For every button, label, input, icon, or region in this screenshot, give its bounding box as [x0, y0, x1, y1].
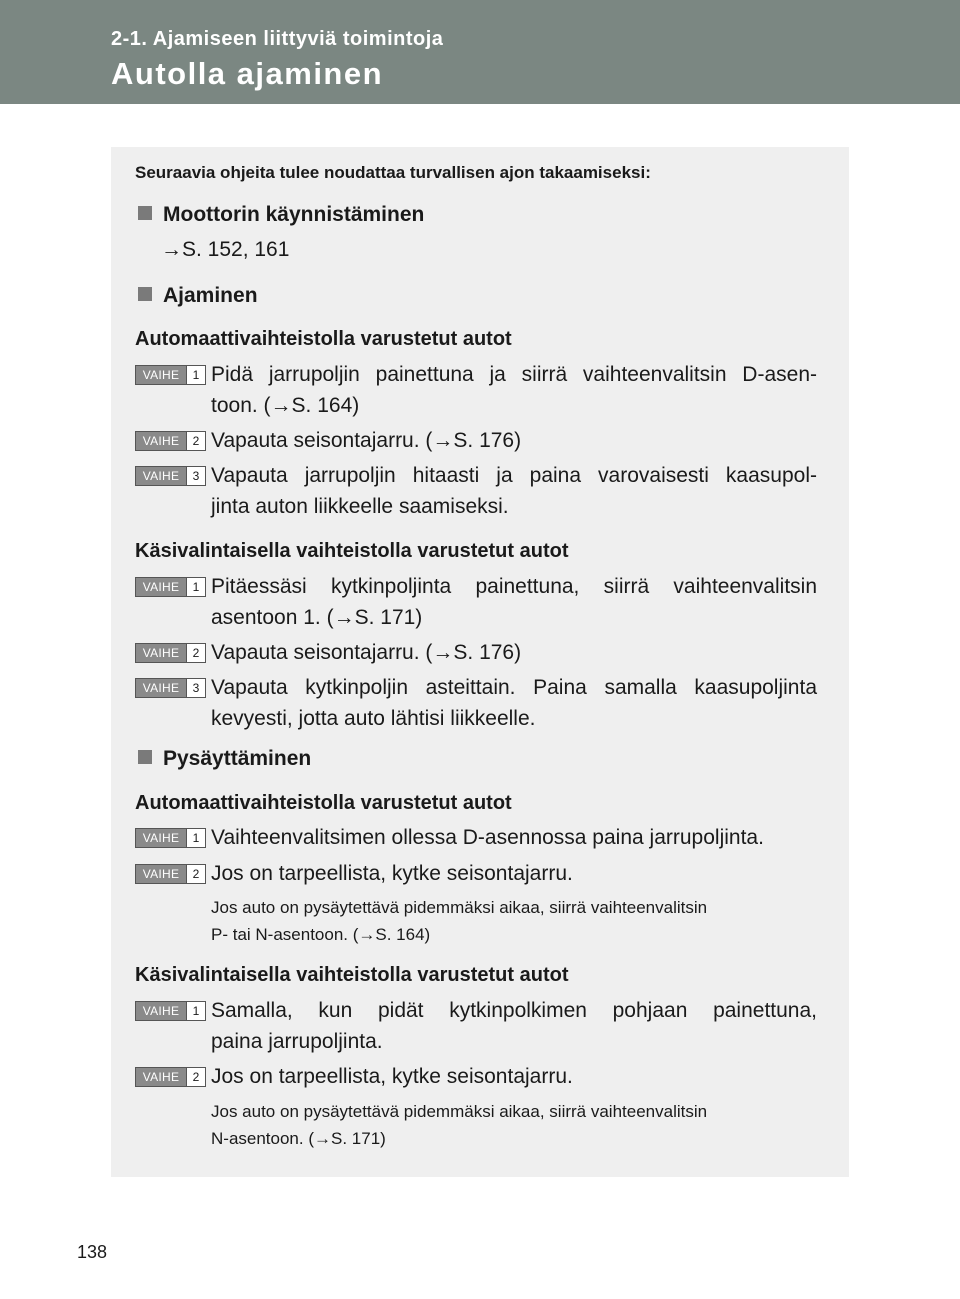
- heading-driving: Ajaminen: [138, 284, 258, 308]
- step-text-cont: asentoon 1. (→S. 171): [211, 606, 423, 629]
- heading-starting: Moottorin käynnistäminen: [138, 203, 424, 227]
- square-bullet-icon: [138, 206, 152, 220]
- starting-ref: →S. 152, 161: [161, 238, 290, 261]
- step-text: Vapauta kytkinpoljin asteittain. Paina samalla kaasupoljinta: [211, 676, 817, 699]
- note-text-cont: N-asentoon. (→S. 171): [211, 1129, 386, 1148]
- step-text: Vapauta jarrupoljin hitaasti ja paina varovaisesti kaasupol-: [211, 464, 817, 487]
- square-bullet-icon: [138, 287, 152, 301]
- heading-stopping: Pysäyttäminen: [138, 747, 311, 771]
- step-text: Vapauta seisontajarru. (→S. 176): [211, 429, 522, 452]
- subheading-manual-driving: Käsivalintaisella vaihteistolla varustetut autot: [135, 540, 569, 562]
- page-title: Autolla ajaminen: [111, 56, 384, 91]
- step-text: Pitäessäsi kytkinpoljinta painettuna, siirrä vaihteenvalitsin: [211, 575, 817, 598]
- square-bullet-icon: [138, 750, 152, 764]
- note-text: Jos auto on pysäytettävä pidemmäksi aikaa, siirrä vaihteenvalitsin: [211, 1102, 708, 1121]
- step-text-cont: jinta auton liikkeelle saamiseksi.: [211, 495, 509, 518]
- note-text: Jos auto on pysäytettävä pidemmäksi aikaa, siirrä vaihteenvalitsin: [211, 898, 708, 917]
- step-text: Jos on tarpeellista, kytke seisontajarru.: [211, 1065, 573, 1088]
- intro-text: Seuraavia ohjeita tulee noudattaa turvallisen ajon takaamiseksi:: [135, 163, 651, 182]
- page-number: 138: [77, 1242, 108, 1262]
- subheading-auto-stopping: Automaattivaihteistolla varustetut autot: [135, 792, 512, 814]
- step-text: Vapauta seisontajarru. (→S. 176): [211, 641, 522, 664]
- step-text: Samalla, kun pidät kytkinpolkimen pohjaan painettuna,: [211, 999, 817, 1022]
- step-text: Vaihteenvalitsimen ollessa D-asennossa paina jarrupoljinta.: [211, 826, 764, 849]
- step-badge: VAIHE 2: [135, 643, 206, 663]
- section-label: 2-1. Ajamiseen liittyviä toimintoja: [111, 28, 444, 50]
- chapter-header: [0, 0, 960, 104]
- step-badge: VAIHE 1: [135, 1001, 206, 1021]
- step-badge: VAIHE 3: [135, 678, 206, 698]
- note-text-cont: P- tai N-asentoon. (→S. 164): [211, 925, 431, 944]
- step-text: Jos on tarpeellista, kytke seisontajarru.: [211, 862, 573, 885]
- step-badge: VAIHE 2: [135, 431, 206, 451]
- step-badge: VAIHE 2: [135, 864, 206, 884]
- step-badge: VAIHE 2: [135, 1067, 206, 1087]
- subheading-auto-driving: Automaattivaihteistolla varustetut autot: [135, 328, 512, 350]
- step-badge: VAIHE 1: [135, 365, 206, 385]
- step-text-cont: paina jarrupoljinta.: [211, 1030, 383, 1053]
- step-text-cont: toon. (→S. 164): [211, 394, 360, 417]
- step-badge: VAIHE 3: [135, 466, 206, 486]
- step-text: Pidä jarrupoljin painettuna ja siirrä vaihteenvalitsin D-asen-: [211, 363, 817, 386]
- step-badge: VAIHE 1: [135, 828, 206, 848]
- subheading-manual-stopping: Käsivalintaisella vaihteistolla varustetut autot: [135, 964, 569, 986]
- step-badge: VAIHE 1: [135, 577, 206, 597]
- step-text-cont: kevyesti, jotta auto lähtisi liikkeelle.: [211, 707, 536, 730]
